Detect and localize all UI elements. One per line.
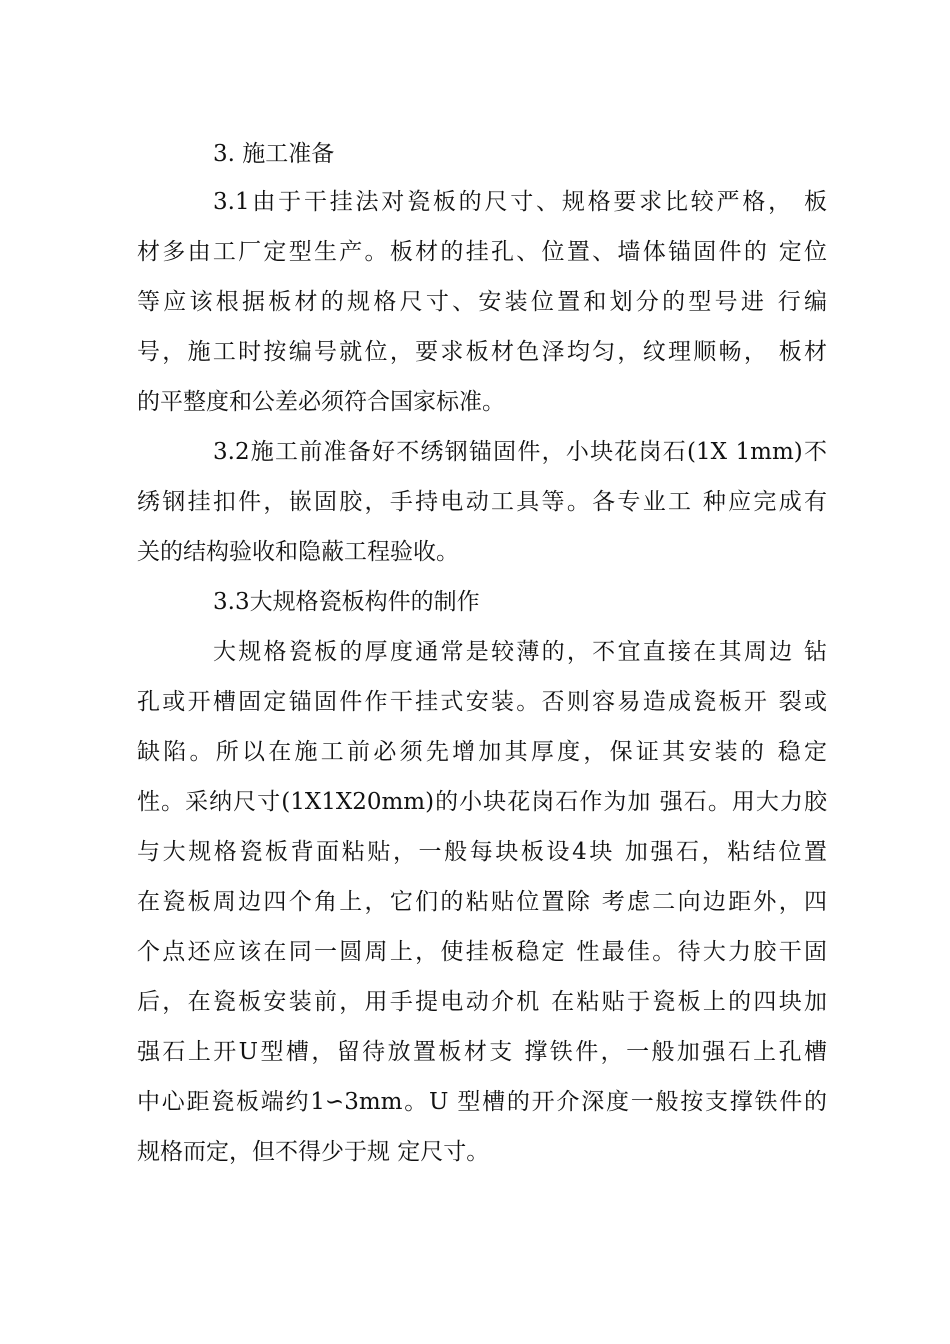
- text-line: 与大规格瓷板背面粘贴，一般每块板设4块 加强石，粘结位置: [137, 839, 827, 865]
- text-line: 3.1由于干挂法对瓷板的尺寸、规格要求比较严格， 板: [213, 189, 827, 215]
- text-line: 中心距瓷板端约1∽3mm。U 型槽的开介深度一般按支撑铁件的: [137, 1089, 827, 1115]
- text-line: 规格而定，但不得少于规 定尺寸。: [137, 1139, 490, 1165]
- text-line: 强石上开U型槽，留待放置板材支 撑铁件，一般加强石上孔槽: [137, 1039, 827, 1065]
- text-line: 3.2施工前准备好不绣钢锚固件，小块花岗石(1X 1mm)不: [213, 439, 827, 465]
- text-line: 大规格瓷板的厚度通常是较薄的，不宜直接在其周边 钻: [213, 639, 827, 665]
- text-line: 关的结构验收和隐蔽工程验收。: [137, 539, 459, 565]
- text-line: 等应该根据板材的规格尺寸、安装位置和划分的型号进 行编: [137, 289, 827, 315]
- text-line: 号，施工时按编号就位，要求板材色泽均匀，纹理顺畅， 板材: [137, 339, 827, 365]
- text-line: 缺陷。所以在施工前必须先增加其厚度，保证其安装的 稳定: [137, 739, 827, 765]
- text-line: 后，在瓷板安装前，用手提电动介机 在粘贴于瓷板上的四块加: [137, 989, 827, 1015]
- text-line: 性。采纳尺寸(1X1X20mm)的小块花岗石作为加 强石。用大力胶: [137, 789, 827, 815]
- text-line: 的平整度和公差必须符合国家标准。: [137, 389, 505, 415]
- section-heading: 3. 施工准备: [213, 141, 335, 167]
- text-line: 绣钢挂扣件，嵌固胶，手持电动工具等。各专业工 种应完成有: [137, 489, 827, 515]
- subsection-heading: 3.3大规格瓷板构件的制作: [213, 589, 480, 615]
- text-line: 材多由工厂定型生产。板材的挂孔、位置、墙体锚固件的 定位: [137, 239, 827, 265]
- text-line: 在瓷板周边四个角上，它们的粘贴位置除 考虑二向边距外，四: [137, 889, 827, 915]
- text-line: 个点还应该在同一圆周上，使挂板稳定 性最佳。待大力胶干固: [137, 939, 827, 965]
- text-line: 孔或开槽固定锚固件作干挂式安装。否则容易造成瓷板开 裂或: [137, 689, 827, 715]
